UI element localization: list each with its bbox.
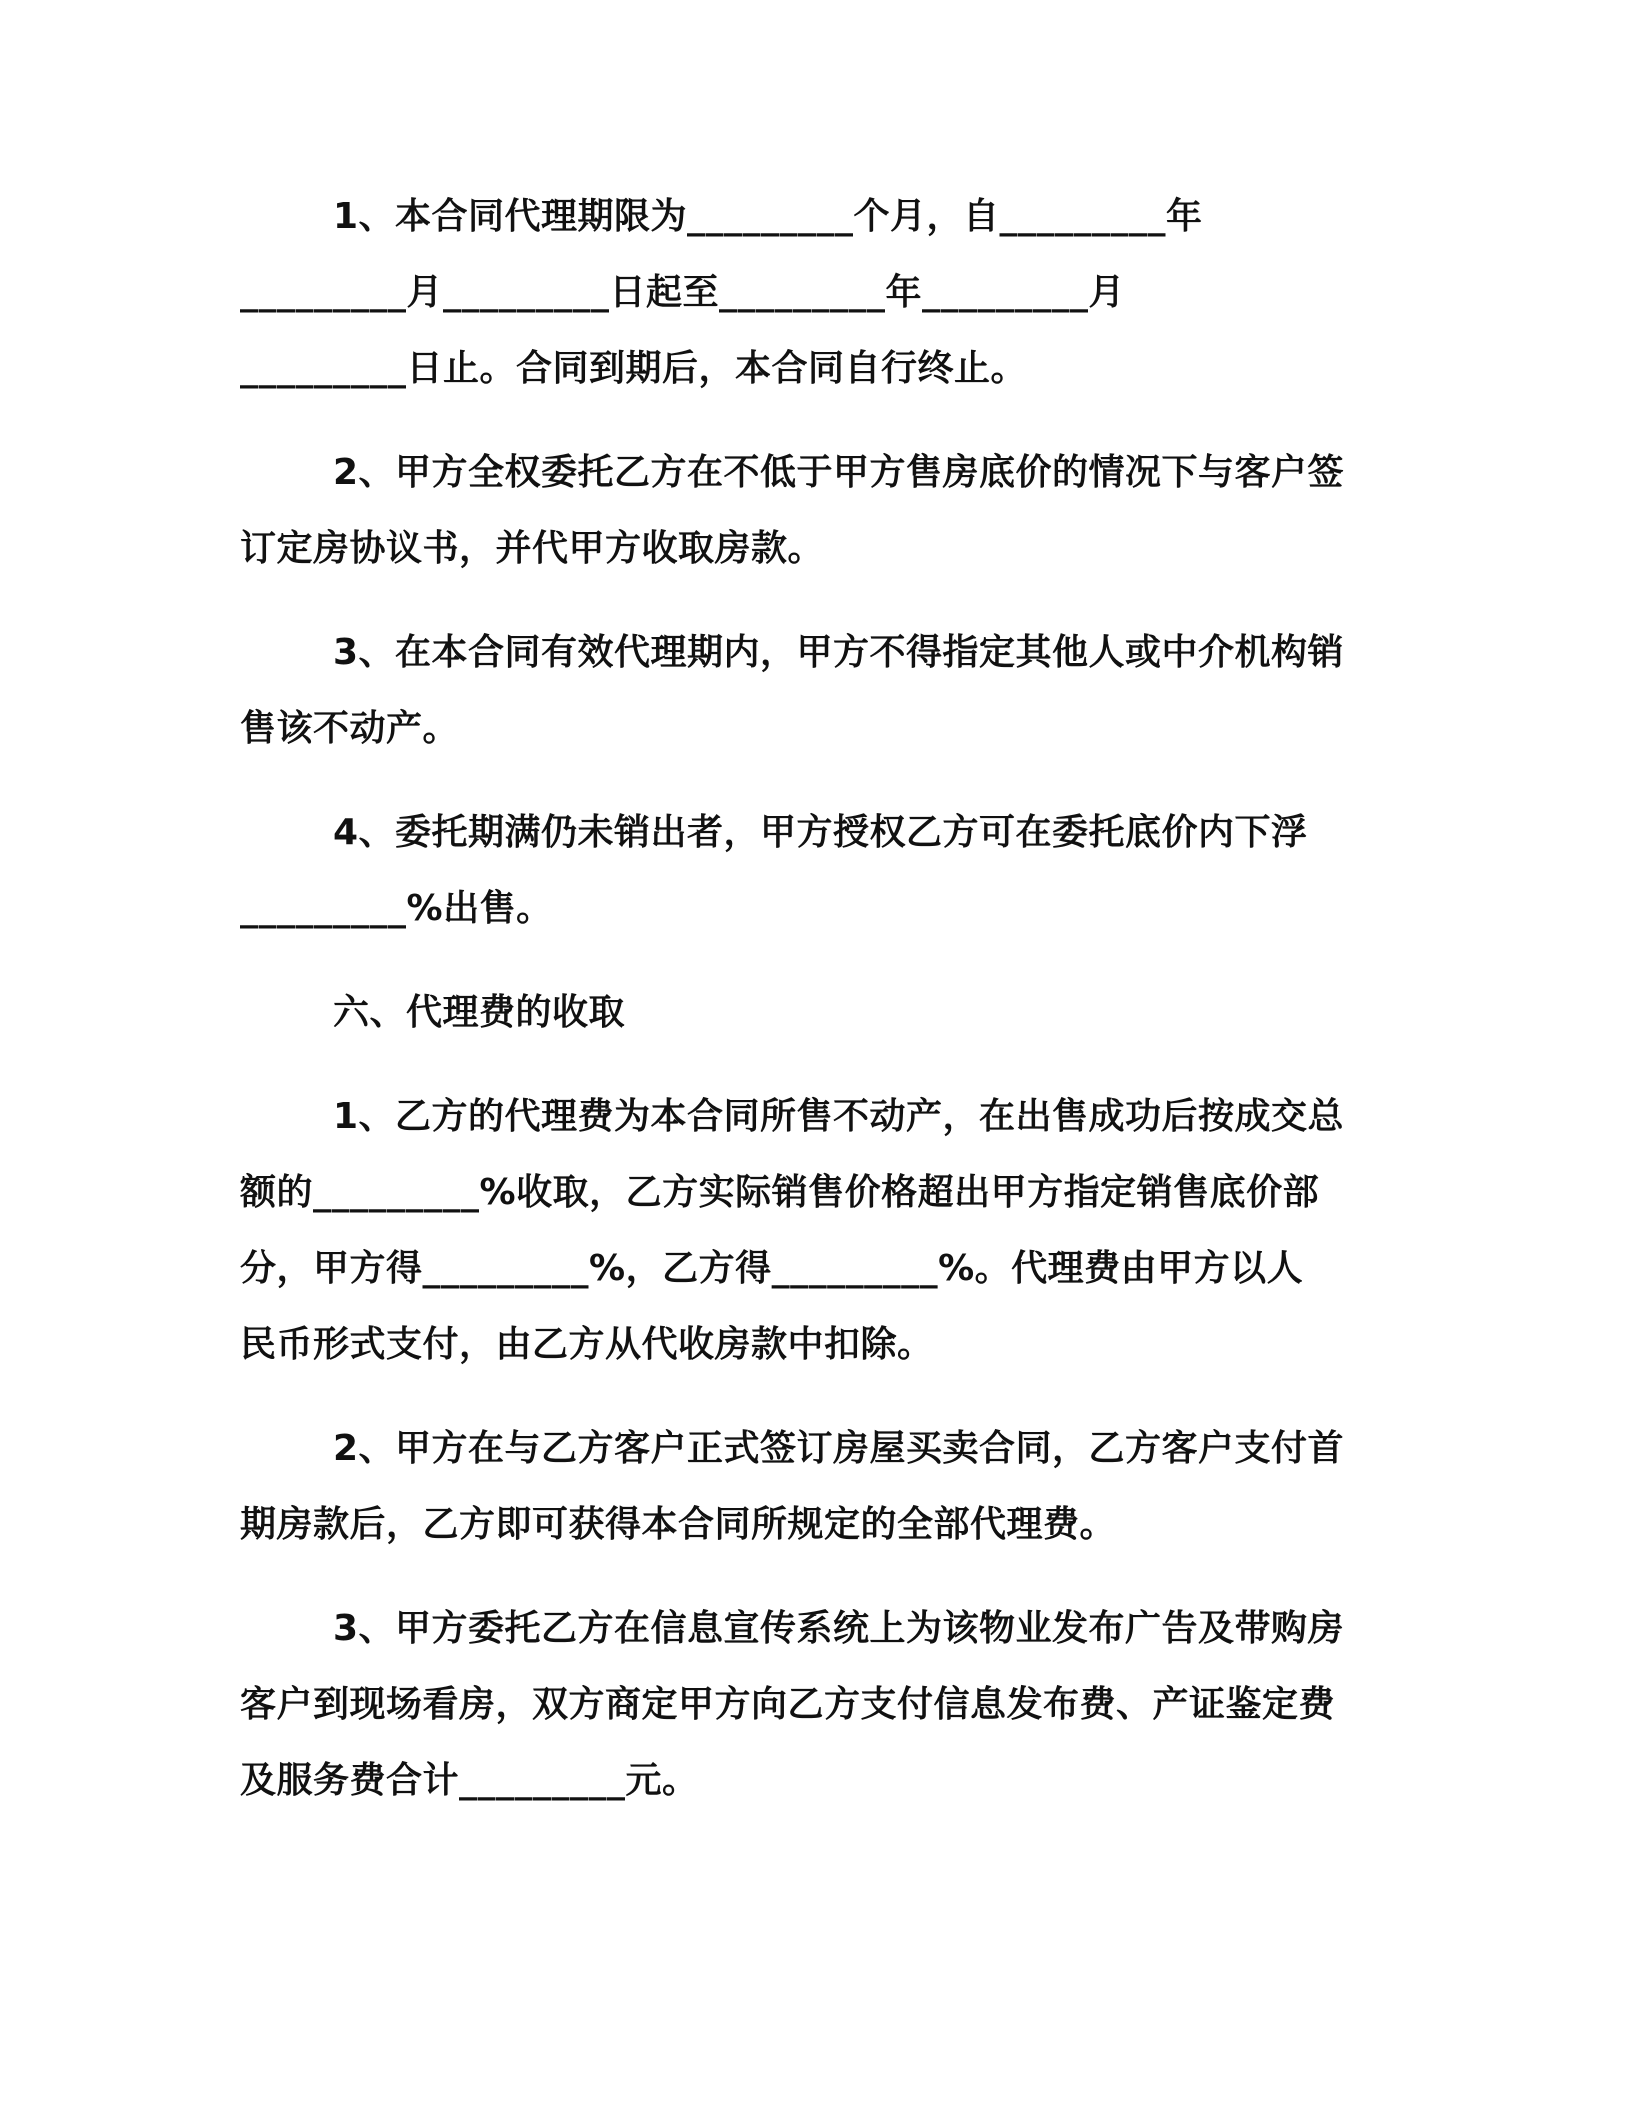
text-line: 期房款后，乙方即可获得本合同所规定的全部代理费。: [240, 1504, 1117, 1545]
text-line: 2、甲方在与乙方客户正式签订房屋买卖合同，乙方客户支付首: [333, 1428, 1345, 1469]
text-line: 4、委托期满仍未销出者，甲方授权乙方可在委托底价内下浮: [333, 812, 1308, 853]
contract-clause: [240, 795, 1370, 947]
text-line: 分，甲方得_________%，乙方得_________%。代理费由甲方以人: [240, 1248, 1304, 1289]
contract-clause: [240, 1411, 1370, 1563]
text-line: 3、在本合同有效代理期内，甲方不得指定其他人或中介机构销: [333, 632, 1345, 673]
text-line: 订定房协议书，并代甲方收取房款。: [240, 528, 825, 569]
text-line: 民币形式支付，由乙方从代收房款中扣除。: [240, 1324, 934, 1365]
text-line: 及服务费合计_________元。: [240, 1760, 699, 1801]
text-line: 1、本合同代理期限为_________个月，自_________年: [333, 196, 1203, 237]
section-heading: [240, 975, 1370, 1051]
text-line: 2、甲方全权委托乙方在不低于甲方售房底价的情况下与客户签: [333, 452, 1345, 493]
text-line: _________日止。合同到期后，本合同自行终止。: [240, 348, 1028, 389]
text-line: 1、乙方的代理费为本合同所售不动产，在出售成功后按成交总: [333, 1096, 1345, 1137]
contract-clause: [240, 615, 1370, 767]
text-line: _________月_________日起至_________年_________月: [240, 272, 1126, 313]
text-line: _________%出售。: [240, 888, 553, 929]
text-line: 六、代理费的收取: [333, 992, 626, 1033]
text-line: 客户到现场看房，双方商定甲方向乙方支付信息发布费、产证鉴定费: [240, 1684, 1336, 1725]
text-line: 3、甲方委托乙方在信息宣传系统上为该物业发布广告及带购房: [333, 1608, 1345, 1649]
text-line: 售该不动产。: [240, 708, 460, 749]
contract-clause: [240, 435, 1370, 587]
contract-clause: [240, 1591, 1370, 1819]
document-body: [240, 179, 1370, 1847]
text-line: 额的_________%收取，乙方实际销售价格超出甲方指定销售底价部: [240, 1172, 1320, 1213]
contract-clause: [240, 1079, 1370, 1383]
contract-clause: [240, 179, 1370, 407]
